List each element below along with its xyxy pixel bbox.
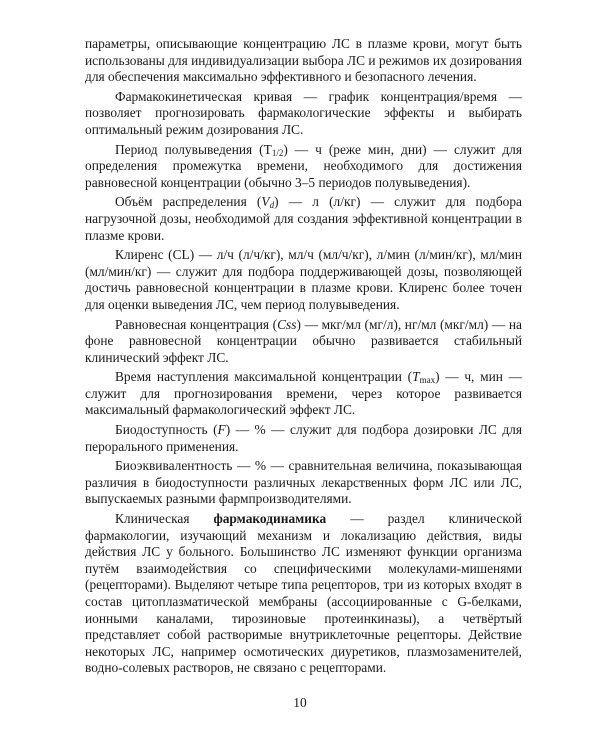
pd-term: фармакодинамика [213,511,327,527]
f-symbol: F [217,422,226,438]
paragraph-pharmacodynamics [85,511,522,677]
tmax-text-before: Время наступления максимальной концентрации ( [115,369,413,385]
f-text-before: Биодоступность ( [115,422,218,438]
half-life-subscript: 1/2 [271,147,284,158]
paragraph-clearance: Клиренс (CL) — л/ч (л/ч/кг), мл/ч (мл/ч/кг), л/мин (л/мин/кг), мл/мин (мл/мин/кг) — служит для подбора поддерживающей дозы, позволяющей достичь равновесной концентрации в плазме крови. Клиренс более точен для оценки выведения ЛС, чем период полувыведения. [85,247,522,312]
page-number: 10 [293,695,307,710]
tmax-symbol: T [412,369,420,385]
half-life-text-after: ) — ч (реже мин, дни) — служит для определения промежутка времени, необходимого для достижения равновесной концентрации (обычно 3–5 периодов полувыведения). [85,141,522,190]
vd-symbol: V [261,194,270,210]
vd-text-before: Объём распределения ( [115,194,262,210]
paragraph-tmax [85,369,522,419]
paragraph-bioequivalence: Биоэквивалентность — % — сравнительная величина, показывающая различия в биодоступности различных лекарственных форм ЛС или ЛС, выпускаемых разными фармпроизводителями. [85,458,522,507]
vd-subscript: d [269,200,275,211]
paragraph-steady-state [85,317,522,367]
paragraph-half-life [85,142,522,192]
css-text-after: ) — мкг/мл (мг/л), нг/мл (мкг/мл) — на фоне равновесной концентрации обычно развивается стабильный клинический эффект ЛС. [85,316,522,365]
paragraph-pk-curve: Фармакокинетическая кривая — график концентрация/время — позволяет прогнозировать фармакологические эффекты и выбирать оптимальный режим дозирования ЛС. [85,88,522,137]
tmax-subscript: max [419,375,436,386]
pd-text-before: Клиническая [115,511,214,527]
css-text-before: Равновесная концентрация ( [115,316,278,332]
vd-text-after: ) — л (л/кг) — служит для подбора нагрузочной дозы, необходимой для создания эффективной концентрации в плазме крови. [85,194,522,243]
half-life-text-before: Период полувыведения (T [115,141,272,157]
paragraph-volume-of-distribution [85,194,522,244]
f-text-after: ) — % — служит для подбора дозировки ЛС для перорального применения. [85,422,523,454]
paragraph-bioavailability [85,422,522,455]
css-symbol: Css [277,316,297,332]
tmax-text-after: ) — ч, мин — служит для прогнозирования времени, через которое развивается максимальный фармакологический эффект ЛС. [85,369,522,418]
paragraph-continuation: параметры, описывающие концентрацию ЛС в плазме крови, могут быть использованы для индивидуализации выбора ЛС и режимов их дозирования для обеспечения максимально эффективного и безопасного лечения. [85,36,522,85]
pd-text-after: — раздел клинической фармакологии, изучающий механизм и локализацию действия, виды действия ЛС у больного. Большинство ЛС изменяют функции организма путём взаимодействия со специфическими молекулами-мишенями (рецепторами). Выделяют четыре типа рецепторов, три из которых входят в состав цитоплазматической мембраны (ассоциированные с G-белками, ионными каналами, тирозиновые протеинкиназы), а четвёртый представляет собой растворимые внутриклеточные рецепторы. Действие некоторых ЛС, например осмотических диуретиков, плазмозаменителей, водно-солевых растворов, не связано с рецепторами. [85,511,522,676]
page-body [85,36,522,680]
